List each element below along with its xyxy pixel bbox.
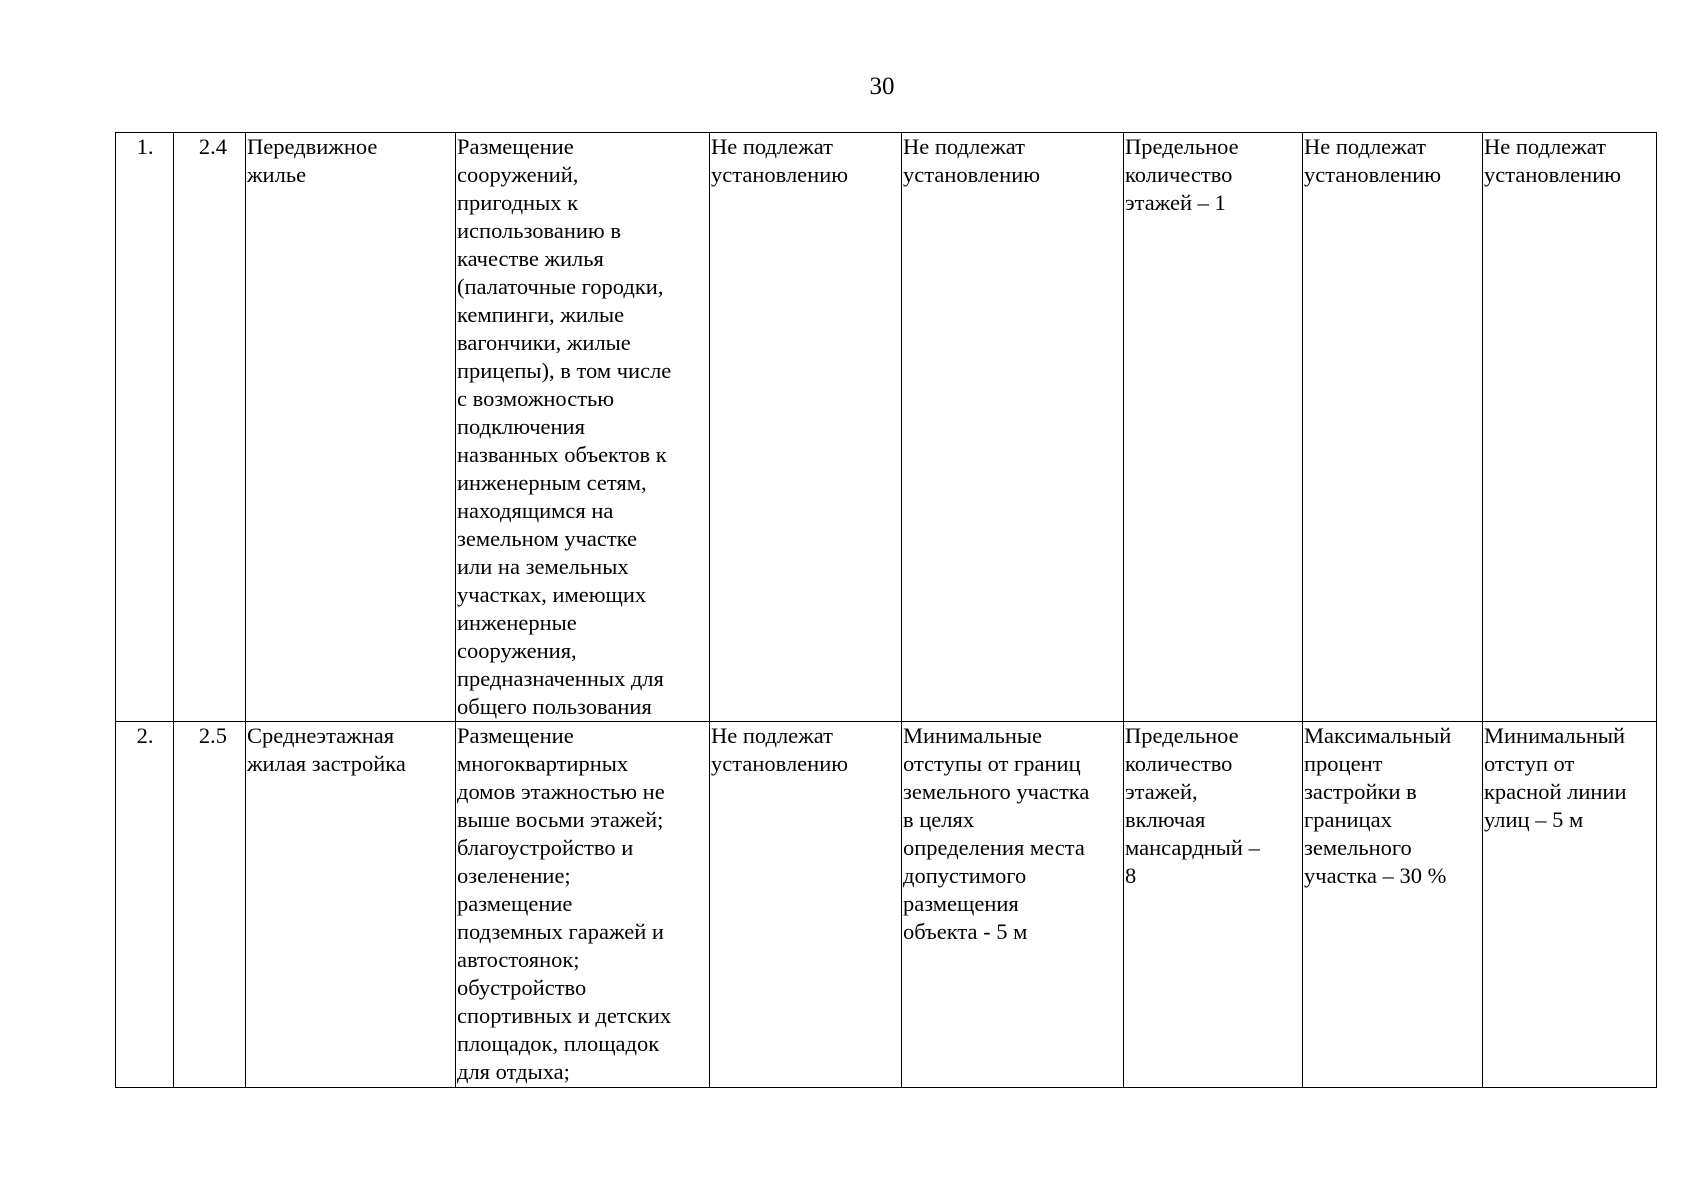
row-number-cell: 1. [116, 133, 174, 722]
use-description-cell: Размещение сооружений, пригодных к использованию в качестве жилья (палаточные городки, кемпинги, жилые вагончики, жилые прицепы), в том числе с возможностью подключения названных объектов к инженерным сетям, находящимся на земельном участке или на земельных участках, имеющих инженерные сооружения, предназначенных для общего пользования [456, 133, 710, 722]
use-code-cell: 2.5 [174, 722, 246, 1088]
use-name-cell: Передвижное жилье [246, 133, 456, 722]
row-number-cell: 2. [116, 722, 174, 1088]
setback-cell: Минимальные отступы от границ земельного участка в целях определения места допустимого размещения объекта - 5 м [902, 722, 1124, 1088]
use-code-cell: 2.4 [174, 133, 246, 722]
setback-cell: Не подлежат установлению [902, 133, 1124, 722]
table-row [116, 722, 1657, 1088]
table-row [116, 133, 1657, 722]
red-line-cell: Минимальный отступ от красной линии улиц – 5 м [1483, 722, 1657, 1088]
coverage-cell: Не подлежат установлению [1303, 133, 1483, 722]
land-use-table [115, 132, 1657, 1088]
red-line-cell: Не подлежат установлению [1483, 133, 1657, 722]
plot-size-cell: Не подлежат установлению [710, 722, 902, 1088]
floors-cell: Предельное количество этажей, включая мансардный – 8 [1124, 722, 1303, 1088]
floors-cell: Предельное количество этажей – 1 [1124, 133, 1303, 722]
use-description-cell: Размещение многоквартирных домов этажностью не выше восьми этажей; благоустройство и озеленение; размещение подземных гаражей и автостоянок; обустройство спортивных и детских площадок, площадок для отдыха; [456, 722, 710, 1088]
page-number: 30 [869, 73, 895, 100]
coverage-cell: Максимальный процент застройки в границах земельного участка – 30 % [1303, 722, 1483, 1088]
plot-size-cell: Не подлежат установлению [710, 133, 902, 722]
use-name-cell: Среднеэтажная жилая застройка [246, 722, 456, 1088]
